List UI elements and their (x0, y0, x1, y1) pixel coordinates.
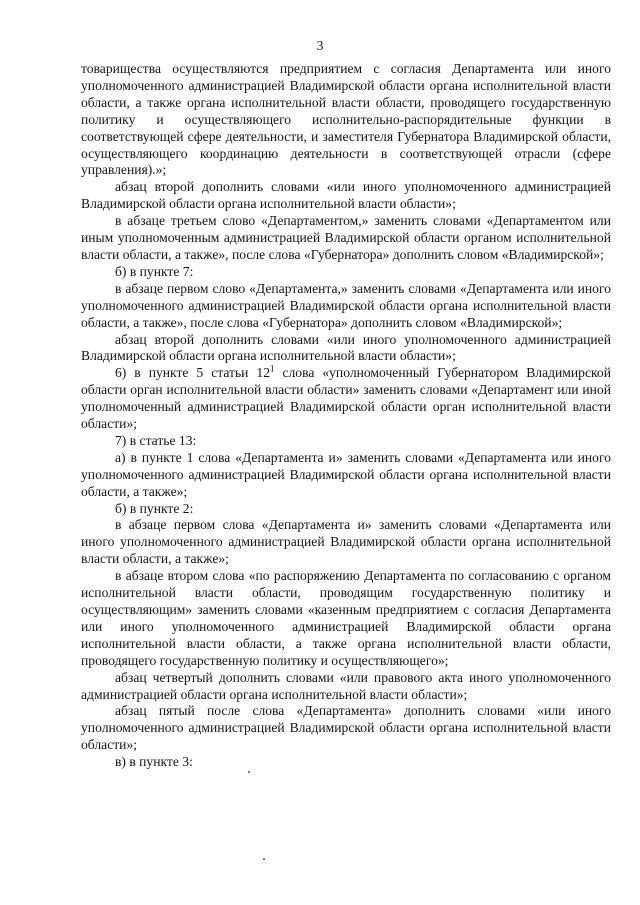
paragraph: абзац второй дополнить словами «или иного уполномоченного администрацией Владимирской области органа исполнительной власти области»; (81, 331, 611, 364)
page-number: 3 (316, 38, 324, 53)
paragraph: абзац пятый после слова «Департамента» дополнить словами «или иного уполномоченного администрацией Владимирской области органа исполнительной власти области»; (81, 703, 611, 753)
superscript: 1 (270, 363, 275, 374)
document-body (81, 61, 611, 771)
paragraph: абзац четвертый дополнить словами «или правового акта иного уполномоченного администрацией области органа исполнительной власти области»; (81, 669, 611, 702)
paragraph: а) в пункте 1 слова «Департамента и» заменить словами «Департамента или иного уполномоченного администрацией Владимирской области органа исполнительной власти области, а также»; (81, 449, 611, 499)
paragraph: в абзаце третьем слово «Департаментом,» заменить словами «Департаментом или иным уполномоченным администрацией Владимирской области органом исполнительной власти области, а также», после слова «Губернатора» дополнить словом «Владимирской»; (81, 213, 611, 262)
paragraph-text: 6) в пункте 5 статьи 12 (115, 365, 270, 381)
paragraph-continuation: товарищества осуществляются предприятием с согласия Департамента или иного уполномоченного администрацией Владимирской области органа исполнительной власти области, а также органа исполнительной власти области, проводящего государственную политику и осуществляющего исполнительно-распорядительные функции в соответствующей сфере деятельности, и заместителя Губернатора Владимирской области, осуществляющего координацию деятельности в соответствующей отрасли (сфере управления).»; (81, 61, 611, 178)
paragraph: абзац второй дополнить словами «или иного уполномоченного администрацией Владимирской области органа исполнительной власти области»; (81, 179, 611, 212)
paragraph: в абзаце первом слово «Департамента,» заменить словами «Департамента или иного уполномоченного администрацией Владимирской области органа исполнительной власти области, а также», после слова «Губернатора» дополнить словом «Владимирской»; (81, 280, 611, 330)
paragraph (81, 365, 611, 433)
scan-speck (248, 771, 250, 773)
paragraph: в) в пункте 3: (115, 754, 193, 770)
paragraph: 7) в статье 13: (115, 432, 197, 448)
paragraph-text: слова «уполномоченный Губернатором Владимирской области орган исполнительной власти области» заменить словами «Департамент или иной уполномоченный администрацией Владимирской области орган исполнительной власти области»; (81, 365, 611, 432)
paragraph: б) в пункте 2: (115, 500, 194, 516)
paragraph: в абзаце первом слова «Департамента и» заменить словами «Департамента или иного уполномоченного администрацией Владимирской области органа исполнительной власти области, а также»; (81, 517, 611, 567)
scan-speck (263, 858, 265, 860)
paragraph: б) в пункте 7: (115, 263, 194, 279)
paragraph: в абзаце втором слова «по распоряжению Департамента по согласованию с органом исполнительной власти области, проводящим государственную политику и осуществляющим» заменить словами «казенным предприятием с согласия Департамента или иного уполномоченного администрацией Владимирской области органа исполнительной власти области, а также органа исполнительной власти области, проводящего государственную политику и осуществляющего»; (81, 568, 611, 668)
